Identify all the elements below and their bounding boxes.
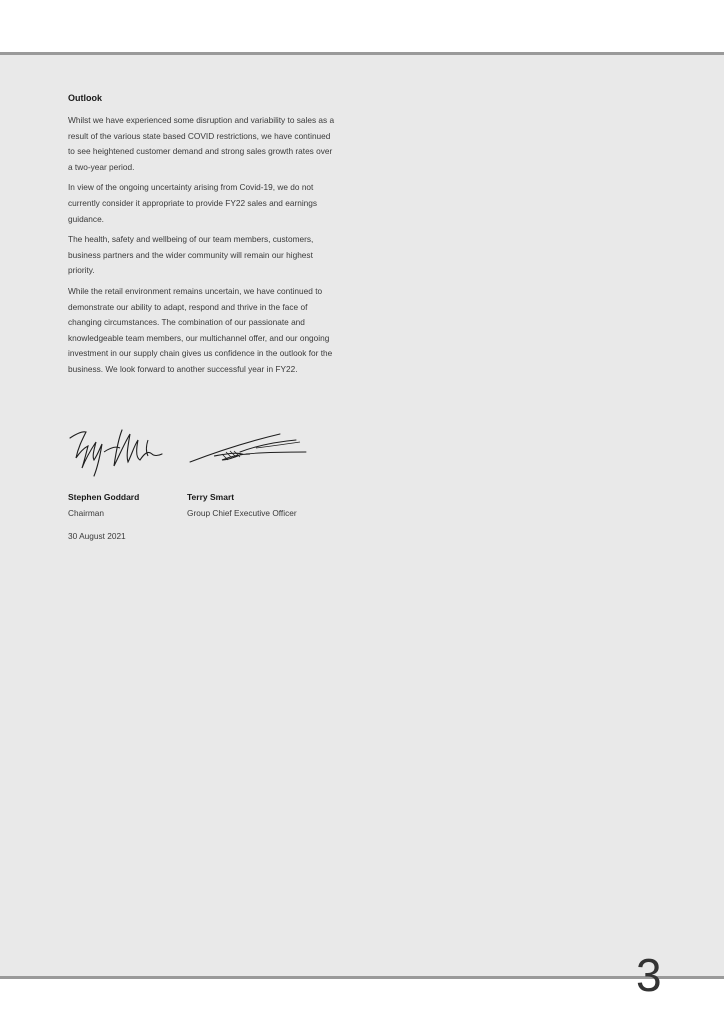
signatory-chairman	[68, 491, 139, 519]
outlook-paragraph: Whilst we have experienced some disruption and variability to sales as a result of the various state based COVID restrictions, we have continued to see heightened customer demand and strong sales growth rates over a two-year period.	[68, 115, 335, 172]
outlook-paragraph: While the retail environment remains uncertain, we have continued to demonstrate our ability to adapt, respond and thrive in the face of changing circumstances. The combination of our passionate and knowledgeable team members, our multichannel offer, and our ongoing investment in our supply chain gives us confidence in the outlook for the business. We look forward to another successful year in FY22.	[68, 285, 333, 374]
outlook-section	[68, 92, 336, 383]
signatory-ceo	[187, 491, 297, 519]
outlook-paragraph: The health, safety and wellbeing of our team members, customers, business partners and the wider community will remain our highest priority.	[68, 234, 314, 276]
signatory-name: Stephen Goddard	[68, 492, 140, 502]
signatures	[64, 418, 324, 484]
outlook-paragraph: In view of the ongoing uncertainty arising from Covid-19, we do not currently consider it appropriate to provide FY22 sales and earnings guidance.	[68, 182, 318, 224]
page-top-margin	[0, 0, 724, 52]
ceo-signature	[186, 418, 314, 482]
page-bottom-margin	[0, 979, 724, 1024]
outlook-heading: Outlook	[68, 93, 102, 103]
chairman-signature	[64, 418, 176, 482]
signatory-role: Group Chief Executive Officer	[187, 508, 297, 518]
signature-date: 30 August 2021	[68, 531, 126, 541]
signatory-role: Chairman	[68, 508, 104, 518]
page-number: 3	[636, 949, 662, 1001]
signatory-name: Terry Smart	[187, 492, 235, 502]
